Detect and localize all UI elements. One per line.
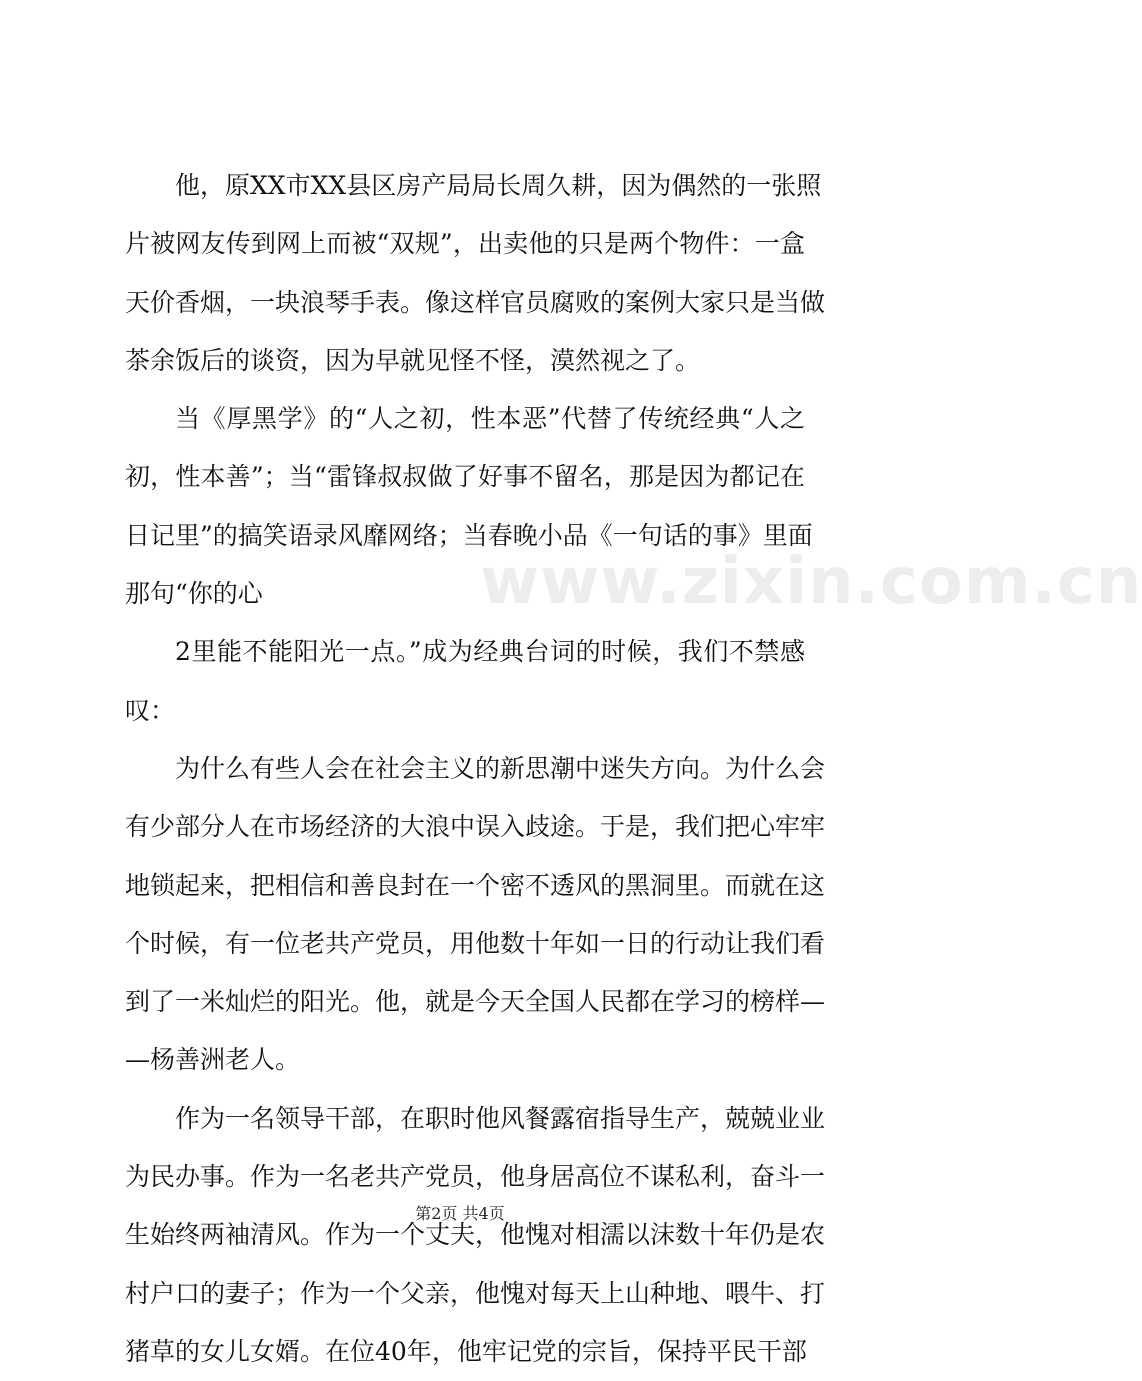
- text-line: 为民办事。作为一名老共产党员，他身居高位不谋私利，奋斗一: [125, 1162, 826, 1192]
- watermark: www.zixin.com.cn: [480, 545, 1142, 619]
- text-line: 猪草的女儿女婿。在位40年，他牢记党的宗旨，保持平民干部: [125, 1336, 807, 1366]
- text-line: 他，原XX市XX县区房产局局长周久耕，因为偶然的一张照: [175, 171, 822, 200]
- text-line: 日记里”的搞笑语录风靡网络；当春晚小品《一句话的事》里面: [125, 520, 813, 550]
- text-line: 初，性本善”；当“雷锋叔叔做了好事不留名，那是因为都记在: [125, 462, 805, 492]
- text-line: 叹：: [125, 695, 176, 725]
- text-line: —杨善洲老人。: [125, 1045, 301, 1075]
- text-line: 那句“你的心: [125, 579, 263, 609]
- text-line: 当《厚黑学》的“人之初，性本恶”代替了传统经典“人之: [175, 404, 805, 434]
- text-line: 片被网友传到网上而被“双规”，出卖他的只是两个物件：一盒: [125, 229, 805, 259]
- text-line: 到了一米灿烂的阳光。他，就是今天全国人民都在学习的榜样—: [125, 987, 826, 1017]
- text-line: 2里能不能阳光一点。”成为经典台词的时候，我们不禁感: [175, 637, 805, 667]
- text-line: 为什么有些人会在社会主义的新思潮中迷失方向。为什么会: [175, 753, 826, 783]
- text-line: 村户口的妻子；作为一个父亲，他愧对每天上山种地、喂牛、打: [125, 1278, 826, 1308]
- text-line: 地锁起来，把相信和善良封在一个密不透风的黑洞里。而就在这: [125, 870, 826, 900]
- text-line: 作为一名领导干部，在职时他风餐露宿指导生产，兢兢业业: [175, 1103, 826, 1133]
- text-line: 个时候，有一位老共产党员，用他数十年如一日的行动让我们看: [125, 928, 826, 958]
- text-line: 茶余饭后的谈资，因为早就见怪不怪，漠然视之了。: [125, 345, 701, 375]
- text-line: 生始终两袖清风。作为一个丈夫，他愧对相濡以沫数十年仍是农: [125, 1220, 826, 1250]
- text-line: 有少部分人在市场经济的大浪中误入歧途。于是，我们把心牢牢: [125, 812, 826, 842]
- text-line: 天价香烟，一块浪琴手表。像这样官员腐败的案例大家只是当做: [125, 287, 826, 317]
- page-number-footer: 第2页 共4页: [415, 1204, 505, 1223]
